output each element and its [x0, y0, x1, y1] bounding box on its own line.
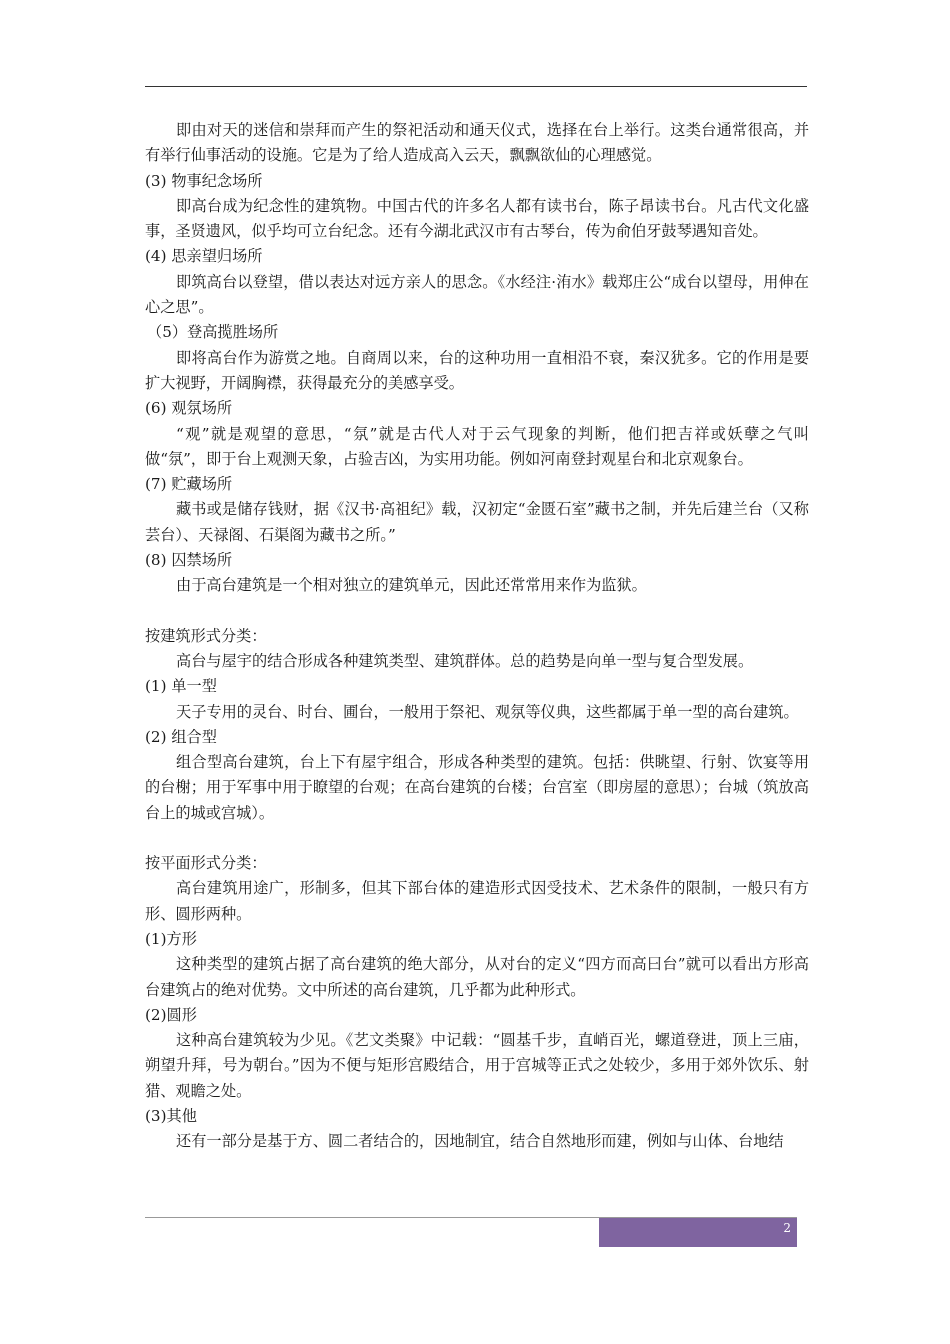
paragraph: 天子专用的灵台、时台、圃台，一般用于祭祀、观氛等仪典，这些都属于单一型的高台建筑。 [176, 702, 799, 721]
section-heading: (2) 组合型 [145, 727, 217, 746]
paragraph: “观”就是观望的意思，“氛”就是古代人对于云气现象的判断，他们把吉祥或妖孽之气叫做“氛”，即于台上观测天象，占验吉凶，为实用功能。例如河南登封观星台和北京观象台。 [145, 424, 809, 468]
section-heading: (8) 囚禁场所 [145, 551, 233, 570]
section-heading: (3) 物事纪念场所 [145, 171, 263, 190]
paragraph: 即筑高台以登望，借以表达对远方亲人的思念。《水经注·洧水》载郑庄公“成台以望母，用伸在心之思”。 [145, 272, 809, 317]
paragraph: 这种高台建筑较为少见。《艺文类聚》中记载：“圆基千步，直峭百光，螺道登进，顶上三庙，朔望升拜，号为朝台。”因为不便与矩形宫殿结合，用于宫城等正式之处较少，多用于郊外饮乐、射猎、观瞻之处。 [145, 1031, 809, 1100]
section-heading: (1) 单一型 [145, 677, 217, 696]
paragraph: 还有一部分是基于方、圆二者结合的，因地制宜，结合自然地形而建，例如与山体、台地结 [176, 1132, 784, 1151]
section-heading: (3)其他 [145, 1106, 197, 1125]
section-heading: (6) 观氛场所 [145, 399, 233, 418]
paragraph: 高台与屋宇的结合形成各种建筑类型、建筑群体。总的趋势是向单一型与复合型发展。 [176, 651, 754, 670]
paragraph: 由于高台建筑是一个相对独立的建筑单元，因此还常常用来作为监狱。 [176, 576, 647, 595]
page-number-box [599, 1218, 797, 1247]
section-heading: (4) 思亲望归场所 [145, 247, 263, 266]
paragraph: 即高台成为纪念性的建筑物。中国古代的许多名人都有读书台，陈子昂读书台。凡古代文化盛事，圣贤遗风，似乎均可立台纪念。还有今湖北武汉市有古琴台，传为俞伯牙鼓琴遇知音处。 [145, 196, 809, 241]
section-heading: (2)圆形 [145, 1005, 197, 1024]
section-heading: (1)方形 [145, 929, 197, 948]
paragraph: 即将高台作为游赏之地。自商周以来，台的这种功用一直相沿不衰，秦汉犹多。它的作用是要扩大视野，开阔胸襟，获得最充分的美感享受。 [145, 348, 809, 392]
section-heading: (7) 贮藏场所 [145, 475, 233, 494]
document-body [145, 118, 809, 1155]
spacer [145, 599, 809, 624]
paragraph: 藏书或是储存钱财，据《汉书·高祖纪》载，汉初定“金匮石室”藏书之制，并先后建兰台（又称芸台）、天禄阁、石渠阁为藏书之所。” [145, 500, 809, 544]
category-heading: 按建筑形式分类： [145, 626, 267, 645]
paragraph: 组合型高台建筑，台上下有屋宇组合，形成各种类型的建筑。包括：供眺望、行射、饮宴等用的台榭；用于军事中用于瞭望的台观；在高台建筑的台楼；台宫室（即房屋的意思）；台城（筑放高台上的城或宫城）。 [145, 753, 809, 822]
category-heading: 按平面形式分类： [145, 854, 267, 873]
section-heading: （5）登高揽胜场所 [147, 323, 279, 342]
header-rule [145, 86, 807, 87]
paragraph: 即由对天的迷信和崇拜而产生的祭祀活动和通天仪式，选择在台上举行。这类台通常很高，并有举行仙事活动的设施。它是为了给人造成高入云天，飘飘欲仙的心理感觉。 [145, 121, 809, 165]
spacer [145, 826, 809, 851]
paragraph: 这种类型的建筑占据了高台建筑的绝大部分，从对台的定义“四方而高曰台”就可以看出方形高台建筑占的绝对优势。文中所述的高台建筑，几乎都为此种形式。 [145, 955, 809, 999]
paragraph: 高台建筑用途广，形制多，但其下部台体的建造形式因受技术、艺术条件的限制，一般只有方形、圆形两种。 [145, 879, 809, 923]
page-number: 2 [783, 1221, 791, 1235]
